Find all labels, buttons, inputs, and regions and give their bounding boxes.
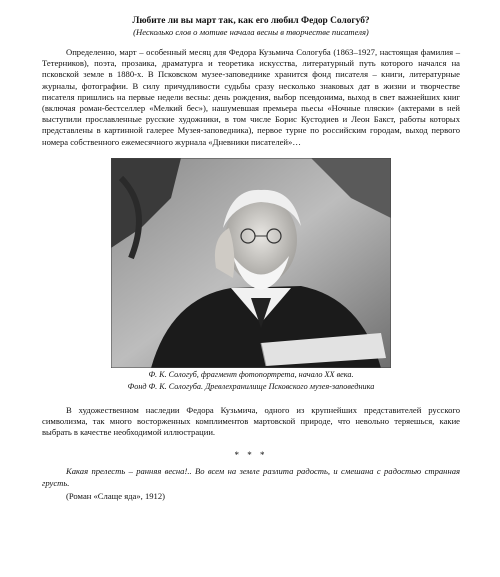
section-divider: * * * [234, 450, 268, 461]
quote-text: Какая прелесть – ранняя весна!.. Во всем на земле разлита радость, и смешана с радостью странная грусть. [42, 466, 460, 488]
intro-paragraph: Определенно, март – особенный месяц для Федора Кузьмича Сологуба (1863–1927, настоящая фамилия – Тетерников), поэта, прозаика, драматурга и теоретика искусства, литературный путь которого начался на псковской земле в 1880-х. В Псковском музее-заповеднике хранится фонд писателя – книги, литературные журналы, фотографии. В силу причудливости судьбы сразу несколько знаковых дат в жизни и творчестве писателя пришлись на первые недели весны: день рождения, выбор псевдонима, выход в свет важнейших книг (включая роман-бестселлер «Мелкий бес»), нашумевшая премьера пьесы «Ночные пляски» (актерами в ней выступили прославленные русские художники, в том числе Борис Кустодиев и Леон Бакст, работы которых представлены в картинной галерее Музея-заповедника), первое турне по российским городам, выход первого номера собственного ежемесячного журнала «Дневники писателей»… [42, 47, 460, 147]
portrait-photo [111, 158, 391, 368]
photo-caption-line1: Ф. К. Сологуб, фрагмент фотопортрета, начало XX века. [148, 369, 354, 379]
photo-container [42, 158, 460, 368]
article-title: Любите ли вы март так, как его любил Федор Сологуб? [132, 16, 370, 26]
body-paragraph: В художественном наследии Федора Кузьмича, одного из крупнейших представителей русского символизма, так много восторженных комплиментов мартовской природе, что невольно теряешься, какие выбрать в качестве необходимой иллюстрации. [42, 404, 460, 438]
photo-caption-line2: Фонд Ф. К. Сологуба. Древлехранилище Псковского музея-заповедника [127, 382, 375, 392]
article-subtitle: (Несколько слов о мотиве начала весны в творчестве писателя) [133, 27, 369, 37]
quote-source: (Роман «Слаще яда», 1912) [66, 490, 165, 501]
